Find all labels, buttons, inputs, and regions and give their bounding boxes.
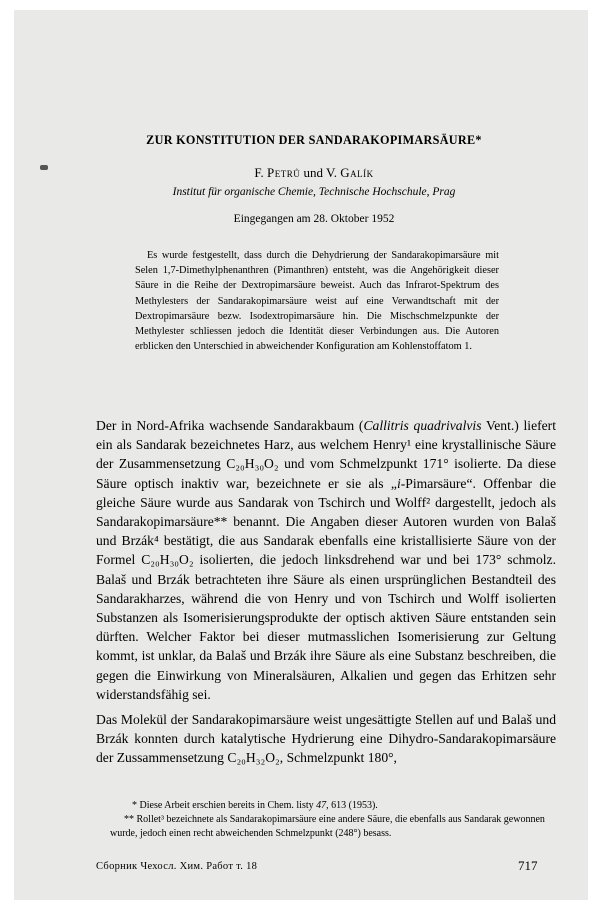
fn1-part-b: , 613 (1953). <box>326 800 378 811</box>
author1-name: Petrů <box>267 165 301 180</box>
affiliation: Institut für organische Chemie, Technische Hochschule, Prag <box>172 186 456 198</box>
p1-part-a: Der in Nord-Afrika wachsende Sandarakbaum ( <box>96 418 364 433</box>
scanned-page <box>14 10 588 900</box>
page-number: 717 <box>518 858 538 873</box>
author2-name: Galík <box>340 165 374 180</box>
author1-initial: F. <box>254 165 268 180</box>
p1-part-b: Vent.) liefert ein als Sandarak bezeichnetes Harz, aus welchem Henry¹ eine krystallinische Säure der Zusammensetzung C₂₀H₃₀O₂ und vom Schmelzpunkt 171° isolierte. Da diese Säure optisch inaktiv war, bezeichnete er sie als „ <box>96 418 556 491</box>
margin-mark <box>40 165 48 170</box>
abstract <box>135 248 499 354</box>
species-name: Callitris quadrivalvis <box>363 418 482 433</box>
paragraph-2: Das Molekül der Sandarakopimarsäure weist ungesättigte Stellen auf und Balaš und Brzák konnten durch katalytische Hydrierung eine Dihydro-Sandarakopimarsäure der Zussammensetzung C₂₀H₃₂O₂, Schmelzpunkt 180°, <box>96 712 556 766</box>
journal-footer: Сборник Чехосл. Хим. Работ т. 18 <box>96 861 258 872</box>
fn1-volume: 47 <box>316 800 327 811</box>
received-date: Eingegangen am 28. Oktober 1952 <box>233 213 395 225</box>
abstract-text: Es wurde festgestellt, dass durch die Dehydrierung der Sandarakopimarsäure mit Selen 1,7-Dimethylphenanthren (Pimanthren) entsteht, was die Angehörigkeit dieser Säure in die Reihe der Dextropimarsäure beweist. Auch das Infrarot-Spektrum des Methylesters der Sandarakopimarsäure weist auf eine Verwandtschaft mit der Dextropimarsäure bezw. Isodextropimarsäure hin. Die Mischschmelzpunkte der Methylester schliessen jedoch die Identität dieser Verbindungen aus. Die Autoren erblicken den Unterschied in abweichender Konfiguration am Kohlenstoffatom 1. <box>135 250 499 353</box>
footnotes <box>110 799 558 841</box>
p1-part-c: -Pimarsäure“. Offenbar die gleiche Säure wurde aus Sandarak von Tschirch und Wolff² dargestellt, jedoch als Sandarakopimarsäure** benannt. Die Angaben dieser Autoren wurden von Balaš und Brzák⁴ bestätigt, die aus Sandarak ebenfalls eine kristallisierte Säure von der Formel C₂₀H₃₀O₂ isolierten, die jedoch linksdrehend war und bei 173° schmolz. Balaš und Brzák betrachteten ihre Säure als einen ursprünglichen Bestandteil des Sandarakharzes, während die von Henry und von Tschirch und Wolff isolierten Substanzen als Isomerisierungsprodukte der optisch aktiven Säure entstanden sein dürften. Welcher Faktor bei dieser mutmasslichen Isomerisierung zur Geltung kommt, ist unklar, da Balaš und Brzák ihre Säure als eine Substanz beschreiben, die gegen die Einwirkung von Mineralsäuren, Alkalien und gegen das Erhitzen sehr widerstandsfähig sei. <box>96 475 557 702</box>
author-conjunction: und V. <box>300 165 341 180</box>
author-line <box>124 165 504 181</box>
paragraph-1 <box>96 416 556 704</box>
italic-i: i <box>396 475 401 491</box>
footnote-1 <box>110 799 558 813</box>
body-text <box>96 416 556 774</box>
fn1-part-a: * Diese Arbeit erschien bereits in Chem. listy <box>132 800 317 811</box>
article-title: ZUR KONSTITUTION DER SANDARAKOPIMARSÄURE* <box>146 133 482 147</box>
footnote-2: ** Rollet³ bezeichnete als Sandarakopimarsäure eine andere Säure, die ebenfalls aus Sandarak gewonnen wurde, jedoch einen recht abweichenden Schmelzpunkt (248°) besass. <box>110 814 545 839</box>
